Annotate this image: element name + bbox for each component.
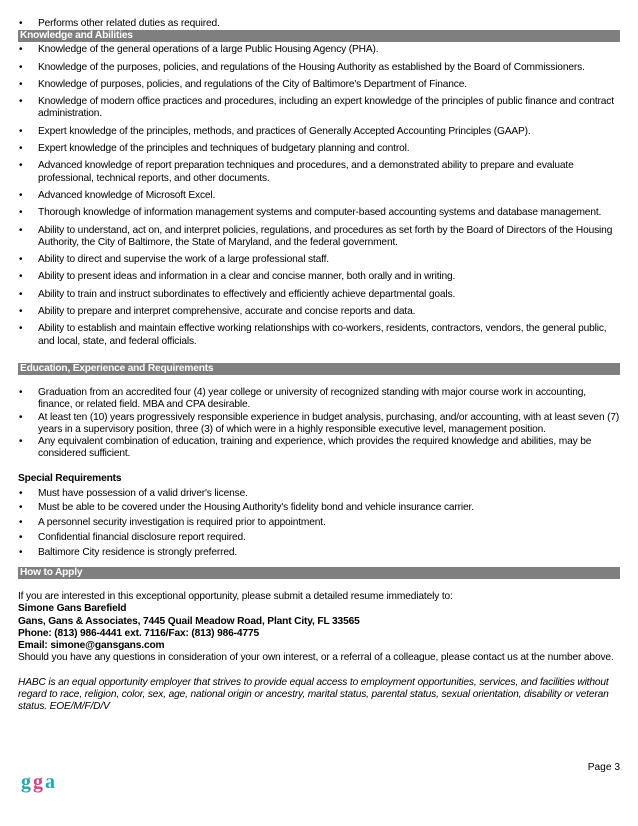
special-requirements-title: Special Requirements — [18, 472, 122, 484]
list-item — [18, 387, 620, 412]
bullet-icon: • — [19, 288, 23, 300]
bullet-icon: • — [19, 546, 23, 558]
contact-email: Email: simone@gansgans.com — [18, 640, 165, 652]
list-item — [18, 160, 620, 185]
list-item-text: Ability to train and instruct subordinates to effectively and efficiently achieve departmental goals. — [38, 288, 456, 300]
list-item-text: Confidential financial disclosure report required. — [38, 531, 246, 543]
list-item — [18, 517, 620, 529]
list-item — [18, 488, 620, 500]
list-item-text: Thorough knowledge of information management systems and computer-based accounting systems and database management. — [38, 207, 602, 219]
bullet-icon: • — [19, 143, 23, 155]
list-item — [18, 306, 620, 318]
bullet-icon: • — [19, 96, 23, 108]
svg-text:a: a — [45, 771, 55, 793]
list-item — [18, 126, 620, 138]
bullet-icon: • — [19, 487, 23, 499]
list-item — [18, 143, 620, 155]
list-item — [18, 436, 620, 461]
list-item — [18, 18, 620, 30]
list-item — [18, 547, 620, 559]
bullet-icon: • — [19, 323, 23, 335]
bullet-icon: • — [19, 386, 23, 398]
bullet-icon: • — [19, 411, 23, 423]
bullet-icon: • — [19, 517, 23, 529]
bullet-icon: • — [19, 61, 23, 73]
list-item-text: Must have possession of a valid driver's license. — [38, 487, 248, 499]
bullet-icon: • — [19, 18, 23, 29]
list-item-text: Advanced knowledge of Microsoft Excel. — [38, 189, 216, 201]
section-header-how-to-apply: How to Apply — [18, 567, 620, 579]
apply-intro: If you are interested in this exceptional opportunity, please submit a detailed resume immediately to: — [18, 591, 453, 602]
special-requirements-list — [18, 488, 620, 559]
list-item-text: Performs other related duties as required. — [38, 18, 220, 29]
list-item-text: Ability to direct and supervise the work of a large professional staff. — [38, 254, 329, 266]
contact-name: Simone Gans Barefield — [18, 603, 127, 615]
list-item-text: Ability to understand, act on, and interpret policies, regulations, and procedures as set forth by the Board of Directors of the Housing Authority, the City of Baltimore, the State of Maryland, and the federal government. — [38, 224, 613, 248]
list-item-text: Must be able to be covered under the Housing Authority's fidelity bond and vehicle insurance carrier. — [38, 502, 474, 514]
gga-logo-icon — [20, 770, 64, 804]
list-item-text: Expert knowledge of the principles, methods, and practices of Generally Accepted Accounting Principles (GAAP). — [38, 125, 531, 137]
list-item-text: Knowledge of the purposes, policies, and regulations of the Housing Authority as established by the Board of Commissioners. — [38, 61, 585, 73]
section-header-knowledge: Knowledge and Abilities — [18, 30, 620, 42]
knowledge-list — [18, 44, 620, 348]
contact-phone-fax: Phone: (813) 986-4441 ext. 7116/Fax: (813) 986-4775 — [18, 627, 259, 639]
list-item — [18, 44, 620, 56]
bullet-icon: • — [19, 160, 23, 172]
list-item-text: Ability to prepare and interpret comprehensive, accurate and concise reports and data. — [38, 306, 416, 318]
bullet-icon: • — [19, 436, 23, 448]
list-item — [18, 207, 620, 219]
list-item — [18, 271, 620, 283]
list-item — [18, 225, 620, 250]
list-item-text: At least ten (10) years progressively responsible experience in budget analysis, purchasing, and/or accounting, with at least seven (7) years in a supervisory position, three (3) of which were in a highly responsible executive level, management position. — [38, 411, 620, 435]
list-item — [18, 412, 620, 437]
list-item-text: Knowledge of purposes, policies, and regulations of the City of Baltimore's Department of Finance. — [38, 78, 467, 90]
list-item — [18, 79, 620, 91]
bullet-icon: • — [19, 189, 23, 201]
list-item-text: Knowledge of the general operations of a large Public Housing Agency (PHA). — [38, 44, 379, 56]
education-list — [18, 387, 620, 461]
prior-duties-list — [18, 18, 620, 30]
list-item-text: Advanced knowledge of report preparation techniques and procedures, and a demonstrated ability to prepare and evaluate professional, technical reports, and other documents. — [38, 160, 574, 184]
list-item-text: Ability to present ideas and information in a clear and concise manner, both orally and in writing. — [38, 271, 456, 283]
list-item-text: Ability to establish and maintain effective working relationships with co-workers, residents, contractors, vendors, the general public, and local, state, and federal officials. — [38, 323, 607, 347]
list-item-text: Expert knowledge of the principles and techniques of budgetary planning and control. — [38, 143, 410, 155]
list-item — [18, 62, 620, 74]
bullet-icon: • — [19, 502, 23, 514]
list-item-text: Knowledge of modern office practices and procedures, including an expert knowledge of the principles of public finance and contract administration. — [38, 96, 614, 120]
bullet-icon: • — [19, 271, 23, 283]
bullet-icon: • — [19, 44, 23, 56]
list-item — [18, 532, 620, 544]
bullet-icon: • — [19, 531, 23, 543]
list-item — [18, 502, 620, 514]
list-item — [18, 323, 620, 348]
list-item-text: Any equivalent combination of education, training and experience, which provides the required knowledge and abilities, may be considered sufficient. — [38, 436, 592, 460]
bullet-icon: • — [19, 254, 23, 266]
page-number: Page 3 — [587, 762, 620, 773]
list-item — [18, 190, 620, 202]
bullet-icon: • — [19, 78, 23, 90]
svg-text:g: g — [21, 771, 31, 793]
list-item-text: A personnel security investigation is required prior to appointment. — [38, 517, 326, 529]
list-item — [18, 289, 620, 301]
section-header-education: Education, Experience and Requirements — [18, 363, 620, 375]
list-item-text: Graduation from an accredited four (4) year college or university of recognized standing with major course work in accounting, finance, or related field. MBA and CPA desirable. — [38, 386, 586, 411]
bullet-icon: • — [19, 224, 23, 236]
bullet-icon: • — [19, 125, 23, 137]
svg-text:g: g — [33, 771, 43, 793]
bullet-icon: • — [19, 207, 23, 219]
apply-closing: Should you have any questions in consideration of your own interest, or a referral of a colleague, please contact us at the number above. — [18, 652, 614, 664]
eeo-statement: HABC is an equal opportunity employer that strives to provide equal access to employment opportunities, services, and facilities without regard to race, religion, color, sex, age, national origin or ancestry, marital status, parental status, sexual orientation, disability or veteran status. EOE/M/F/D/V — [18, 676, 609, 713]
list-item — [18, 254, 620, 266]
bullet-icon: • — [19, 306, 23, 318]
list-item — [18, 96, 620, 121]
page-content — [18, 18, 620, 714]
company-address: Gans, Gans & Associates, 7445 Quail Meadow Road, Plant City, FL 33565 — [18, 615, 360, 627]
list-item-text: Baltimore City residence is strongly preferred. — [38, 546, 238, 558]
